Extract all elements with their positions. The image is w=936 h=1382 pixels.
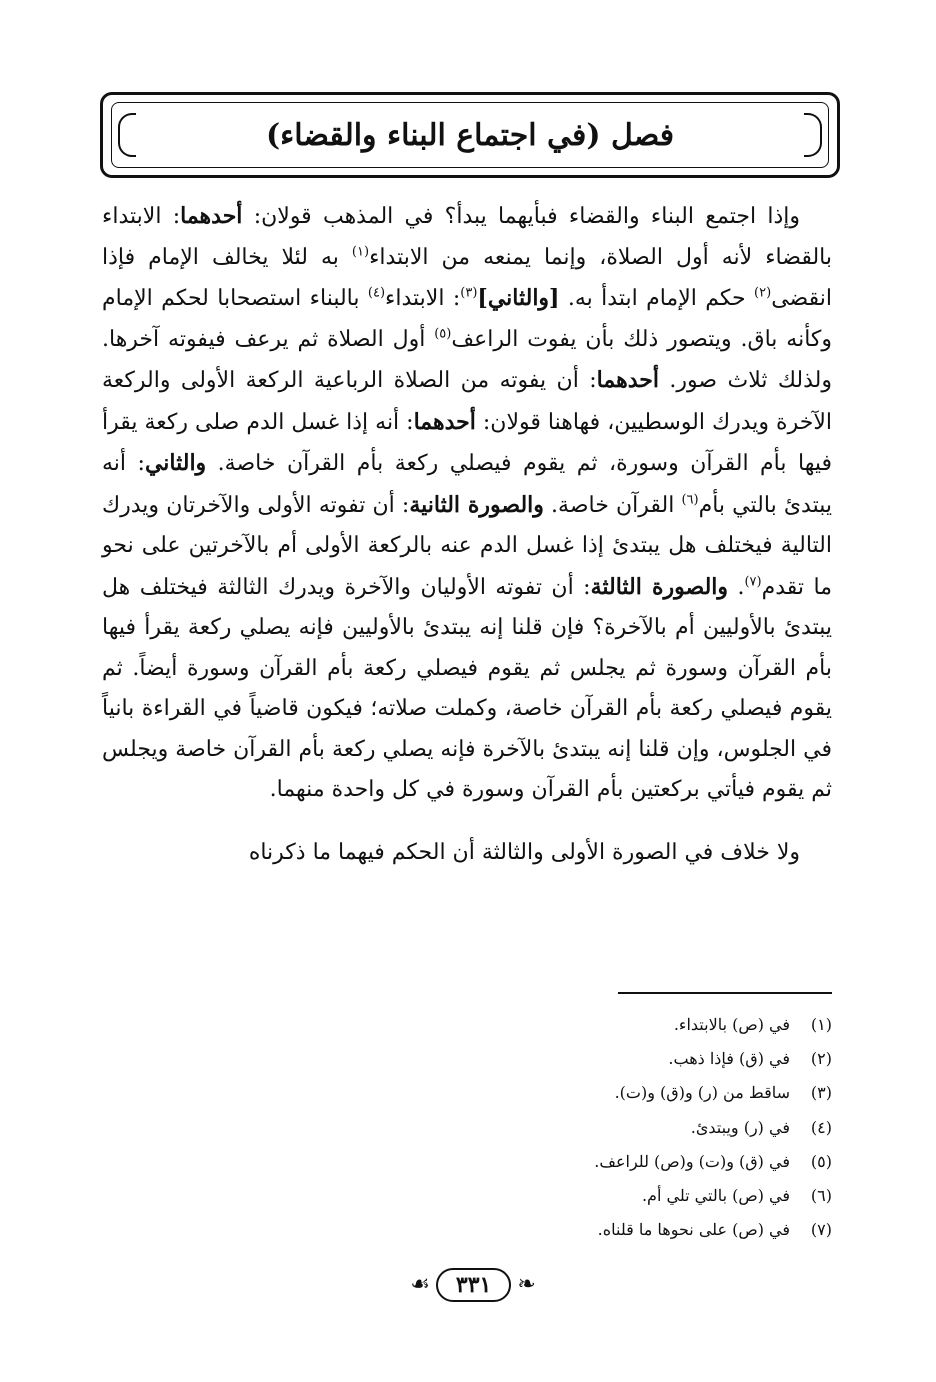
page-number: ٣٣١	[436, 1268, 511, 1302]
footnote-marker: (٢)	[754, 285, 772, 301]
footnote-number: (٧)	[810, 1220, 832, 1240]
bold-term: أحدهما	[596, 367, 659, 393]
paragraph-2: ولا خلاف في الصورة الأولى والثالثة أن الحكم فيهما ما ذكرناه	[248, 839, 800, 865]
main-body-text	[102, 196, 832, 873]
footnote-item	[112, 1042, 832, 1076]
footnote-marker: (٥)	[434, 326, 452, 342]
text-run: : أن يفوته من الصلاة الرباعية الركعة الأولى والركعة الآخرة ويدرك الوسطيين، فهاهنا قولان:	[102, 368, 832, 435]
text-run: وإذا اجتمع البناء والقضاء فبأيهما يبدأ؟ في المذهب قولان:	[242, 204, 800, 229]
footnote-item	[112, 1008, 832, 1042]
text-run: : أنه يبتدئ بالتي بأم	[102, 451, 833, 518]
bold-term: أحدهما	[413, 408, 476, 435]
text-run: : أن تفوته الأوليان والآخرة ويدرك الثالثة فيختلف هل يبتدئ بالأوليين أم بالآخرة؟ فإن قلنا إنه يبتدئ بالأوليين فإنه يصلي ركعة يقرأ فيها بأم القرآن وسورة ثم يجلس ثم يقوم فيصلي ركعة بأم القرآن وسورة أيضاً. ثم يقوم فيصلي ركعة بأم القرآن خاصة، وكملت صلاته؛ فيكون قاضياً في القراءة بانياً في الجلوس، وإن قلنا إنه يبتدئ بالآخرة فإنه يصلي ركعة بأم القرآن خاصة ويجلس ثم يقوم فيأتي بركعتين بأم القرآن وسورة في كل واحدة منهما.	[102, 574, 832, 802]
chapter-title-frame	[100, 92, 840, 178]
footnote-number: (١)	[810, 1015, 832, 1034]
footnote-number: (٣)	[810, 1083, 832, 1103]
footnote-marker: (٦)	[681, 492, 699, 508]
text-run: حكم الإمام ابتدأ به.	[559, 286, 755, 311]
bold-term: والصورة الثانية	[409, 491, 544, 518]
paragraph-1	[102, 196, 832, 811]
footnotes-list	[112, 1008, 832, 1247]
page-number-ornament	[405, 1262, 541, 1308]
footnote-text: في (ق) فإذا ذهب.	[668, 1049, 790, 1069]
footnote-number: (٤)	[810, 1117, 832, 1137]
bold-term: والثاني	[144, 450, 207, 476]
text-run: أول الصلاة ثم يرعف فيفوته آخرها. ولذلك ثلاث صور.	[102, 326, 832, 393]
text-run: : أن تفوته الأولى والآخرتان ويدرك التالية فيختلف هل يبتدئ إذا غسل الدم عنه بالركعة الأولى أم بالآخرتين على نحو ما تقدم	[102, 492, 832, 600]
text-run: به لئلا يخالف الإمام فإذا انقضى	[102, 244, 832, 311]
footnote-item	[112, 1111, 832, 1145]
text-run: : الابتداء	[385, 286, 461, 311]
text-run: : الابتداء بالقضاء لأنه أول الصلاة، وإنما يمنعه من الابتداء	[102, 204, 832, 270]
footnote-number: (٥)	[810, 1151, 832, 1171]
footnote-marker: (٧)	[744, 574, 762, 590]
ornament-right-icon: ❧	[517, 1272, 536, 1297]
text-run: .	[728, 574, 745, 600]
text-run: : أنه إذا غسل الدم صلى ركعة يقرأ فيها بأم القرآن وسورة، ثم يقوم فيصلي ركعة بأم القرآن خاصة.	[102, 409, 832, 476]
bold-term: أحدهما	[180, 203, 243, 229]
text-run: القرآن خاصة.	[543, 492, 682, 518]
footnote-item	[112, 1076, 832, 1110]
text-run: بالبناء استصحابا لحكم الإمام وكأنه باق. ويتصور ذلك بأن يفوت الراعف	[102, 286, 833, 352]
footnote-text: في (ق) و(ت) و(ص) للراعف.	[594, 1151, 790, 1171]
footnote-number: (٢)	[810, 1049, 832, 1069]
footnote-number: (٦)	[810, 1186, 832, 1206]
footnote-marker: (٣)	[460, 285, 478, 301]
footnote-item	[112, 1179, 832, 1213]
footnote-marker: (٤)	[367, 285, 386, 301]
footnote-text: ساقط من (ر) و(ق) و(ت).	[614, 1083, 790, 1103]
bold-term: [والثاني]	[477, 285, 560, 311]
footnote-separator	[618, 992, 832, 994]
footnote-marker: (١)	[351, 244, 370, 260]
footnote-text: في (ر) ويبتدئ.	[690, 1117, 790, 1137]
ornament-left-icon: ☙	[410, 1272, 430, 1297]
footnote-item	[112, 1213, 832, 1247]
chapter-title: فصل (في اجتماع البناء والقضاء)	[265, 117, 675, 153]
footnote-text: في (ص) بالابتداء.	[673, 1015, 790, 1034]
chapter-title-inner-border	[111, 102, 829, 168]
bold-term: والصورة الثالثة	[590, 573, 729, 600]
footnote-item	[112, 1145, 832, 1179]
footnote-text: في (ص) على نحوها ما قلناه.	[597, 1220, 790, 1240]
footnote-text: في (ص) بالتي تلي أم.	[641, 1186, 790, 1206]
